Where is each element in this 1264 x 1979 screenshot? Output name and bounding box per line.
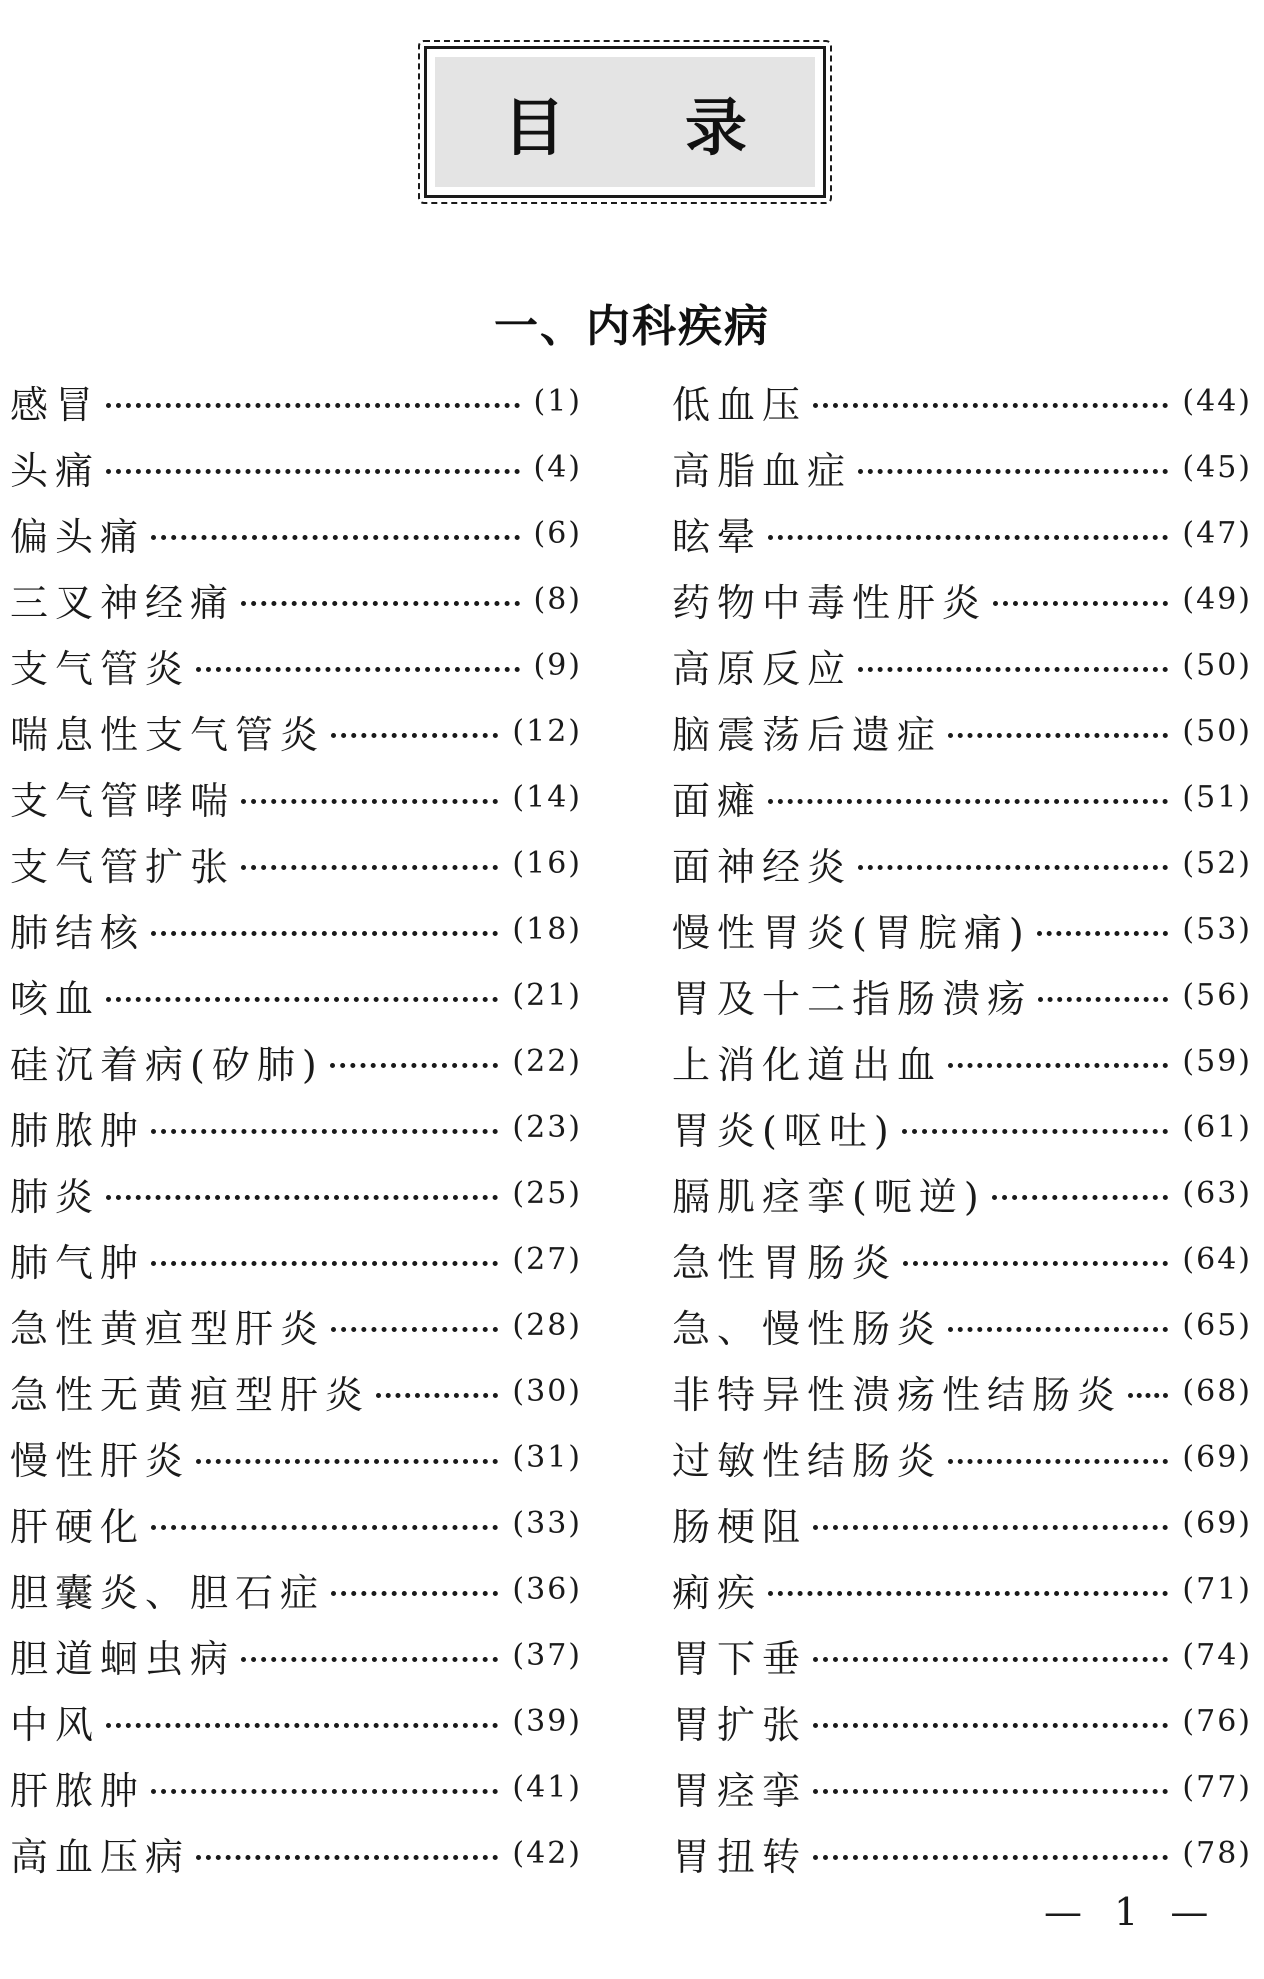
toc-entry-page: (9)	[533, 647, 582, 683]
toc-entry-title: 支气管哮喘	[10, 778, 236, 823]
toc-entry-title: 非特异性溃疡性结肠炎	[672, 1372, 1123, 1417]
dot-leader	[992, 1195, 1169, 1200]
dot-leader	[196, 1855, 498, 1860]
dot-leader	[331, 1327, 498, 1332]
dot-leader	[948, 1063, 1168, 1068]
toc-entry-title: 胃炎(呕吐)	[672, 1108, 896, 1153]
toc-entry	[672, 1424, 1252, 1490]
toc-entry-page: (27)	[512, 1241, 582, 1277]
dot-leader	[903, 1261, 1168, 1266]
toc-entry-page: (36)	[512, 1571, 582, 1607]
toc-entry	[672, 1094, 1252, 1160]
toc-entry	[10, 1490, 582, 1556]
dot-leader	[1037, 931, 1169, 936]
toc-entry	[10, 1556, 582, 1622]
dot-leader	[813, 1789, 1168, 1794]
dot-leader	[196, 1459, 498, 1464]
toc-entry-title: 肺气肿	[10, 1240, 146, 1285]
toc-entry-title: 眩晕	[672, 514, 763, 559]
toc-entry-page: (69)	[1182, 1505, 1252, 1541]
toc-entry-title: 药物中毒性肝炎	[672, 580, 988, 625]
toc-entry-title: 胃痉挛	[672, 1768, 808, 1813]
dot-leader	[768, 799, 1168, 804]
dot-leader	[151, 1525, 498, 1530]
dot-leader	[813, 1525, 1168, 1530]
toc-entry	[10, 434, 582, 500]
toc-entry	[10, 566, 582, 632]
dot-leader	[151, 1129, 498, 1134]
toc-entry-page: (16)	[512, 845, 582, 881]
toc-entry-page: (59)	[1182, 1043, 1252, 1079]
toc-entry-page: (65)	[1182, 1307, 1252, 1343]
toc-entry-page: (33)	[512, 1505, 582, 1541]
toc-entry	[672, 1820, 1252, 1886]
toc-entry	[10, 1622, 582, 1688]
toc-entry-page: (56)	[1182, 977, 1252, 1013]
dot-leader	[813, 1855, 1168, 1860]
toc-entry-page: (31)	[512, 1439, 582, 1475]
toc-entry-title: 中风	[10, 1702, 101, 1747]
toc-entry-page: (39)	[512, 1703, 582, 1739]
dot-leader	[331, 1591, 498, 1596]
dot-leader	[331, 733, 498, 738]
dot-leader	[813, 403, 1168, 408]
toc-entry-page: (42)	[512, 1835, 582, 1871]
toc-entry-page: (76)	[1182, 1703, 1252, 1739]
toc-entry-page: (6)	[533, 515, 582, 551]
toc-entry	[10, 1424, 582, 1490]
dot-leader	[241, 799, 498, 804]
toc-entry	[672, 1226, 1252, 1292]
toc-entry	[10, 1226, 582, 1292]
toc-entry-page: (50)	[1182, 647, 1252, 683]
toc-entry	[672, 896, 1252, 962]
toc-entry-page: (14)	[512, 779, 582, 815]
toc-entry-title: 急性黄疸型肝炎	[10, 1306, 326, 1351]
toc-entry-title: 痢疾	[672, 1570, 763, 1615]
dot-leader	[768, 1591, 1168, 1596]
toc-entry-page: (30)	[512, 1373, 582, 1409]
title-background	[435, 57, 867, 187]
dot-leader	[376, 1393, 498, 1398]
toc-entry-title: 过敏性结肠炎	[672, 1438, 943, 1483]
toc-entry	[672, 368, 1252, 434]
dot-leader	[993, 601, 1168, 606]
toc-entry-page: (22)	[512, 1043, 582, 1079]
dot-leader	[858, 865, 1168, 870]
toc-entry-page: (69)	[1182, 1439, 1252, 1475]
dot-leader	[106, 997, 498, 1002]
toc-entry	[10, 1028, 582, 1094]
toc-entry-page: (37)	[512, 1637, 582, 1673]
toc-entry	[10, 1292, 582, 1358]
toc-entry-title: 胆囊炎、胆石症	[10, 1570, 326, 1615]
toc-entry	[672, 566, 1252, 632]
toc-entry-page: (78)	[1182, 1835, 1252, 1871]
dot-leader	[330, 1063, 499, 1068]
toc-entry-page: (28)	[512, 1307, 582, 1343]
toc-entry-page: (44)	[1182, 383, 1252, 419]
toc-right-column	[672, 368, 1252, 1886]
dot-leader	[151, 1789, 498, 1794]
toc-entry-page: (63)	[1182, 1175, 1252, 1211]
toc-entry-title: 硅沉着病(矽肺)	[10, 1042, 324, 1087]
dot-leader	[948, 733, 1168, 738]
page-title: 目录	[502, 90, 867, 164]
toc-entry-page: (41)	[512, 1769, 582, 1805]
toc-entry-title: 慢性肝炎	[10, 1438, 191, 1483]
toc-entry-title: 急性无黄疸型肝炎	[10, 1372, 371, 1417]
toc-entry	[672, 1688, 1252, 1754]
toc-entry-page: (51)	[1182, 779, 1252, 815]
toc-entry-page: (52)	[1182, 845, 1252, 881]
toc-entry-title: 支气管炎	[10, 646, 191, 691]
toc-entry	[10, 500, 582, 566]
toc-entry-title: 支气管扩张	[10, 844, 236, 889]
toc-entry	[672, 830, 1252, 896]
dot-leader	[196, 667, 519, 672]
title-frame	[424, 46, 867, 198]
section-heading: 一、内科疾病	[494, 301, 770, 352]
toc-entry-title: 上消化道出血	[672, 1042, 943, 1087]
toc-entry-title: 喘息性支气管炎	[10, 712, 326, 757]
toc-entry-title: 咳血	[10, 976, 101, 1021]
dot-leader	[106, 403, 519, 408]
toc-entry	[672, 1028, 1252, 1094]
toc-entry	[10, 830, 582, 896]
dot-leader	[151, 931, 498, 936]
toc-entry-title: 肠梗阻	[672, 1504, 808, 1549]
toc-entry	[10, 698, 582, 764]
toc-entry-page: (77)	[1182, 1769, 1252, 1805]
toc-entry	[10, 1160, 582, 1226]
toc-entry-title: 肺结核	[10, 910, 146, 955]
toc-entry-title: 高血压病	[10, 1834, 191, 1879]
toc-entry-title: 脑震荡后遗症	[672, 712, 943, 757]
dot-leader	[902, 1129, 1169, 1134]
dot-leader	[948, 1459, 1168, 1464]
dot-leader	[106, 469, 519, 474]
toc-entry	[672, 764, 1252, 830]
toc-entry	[672, 434, 1252, 500]
toc-entry-page: (18)	[512, 911, 582, 947]
toc-entry	[10, 1820, 582, 1886]
dot-leader	[1128, 1393, 1168, 1398]
toc-entry-title: 急、慢性肠炎	[672, 1306, 943, 1351]
toc-entry-page: (45)	[1182, 449, 1252, 485]
toc-entry-title: 慢性胃炎(胃脘痛)	[672, 910, 1031, 955]
toc-entry	[672, 1556, 1252, 1622]
toc-entry-title: 胃扩张	[672, 1702, 808, 1747]
toc-entry	[672, 500, 1252, 566]
toc-entry	[672, 1490, 1252, 1556]
toc-entry-page: (64)	[1182, 1241, 1252, 1277]
toc-entry	[10, 896, 582, 962]
toc-entry-title: 面神经炎	[672, 844, 853, 889]
toc-entry-page: (47)	[1182, 515, 1252, 551]
toc-entry-page: (50)	[1182, 713, 1252, 749]
toc-entry-title: 膈肌痉挛(呃逆)	[672, 1174, 986, 1219]
toc-entry	[10, 1358, 582, 1424]
toc-entry-page: (25)	[512, 1175, 582, 1211]
dot-leader	[948, 1327, 1168, 1332]
toc-entry	[10, 1688, 582, 1754]
dot-leader	[106, 1723, 498, 1728]
toc-entry-title: 面瘫	[672, 778, 763, 823]
toc-entry-title: 胃下垂	[672, 1636, 808, 1681]
toc-entry-title: 三叉神经痛	[10, 580, 236, 625]
toc-entry	[672, 698, 1252, 764]
toc-entry-title: 高原反应	[672, 646, 853, 691]
toc-entry-title: 肺炎	[10, 1174, 101, 1219]
toc-entry-page: (61)	[1182, 1109, 1252, 1145]
toc-entry-title: 胃及十二指肠溃疡	[672, 976, 1033, 1021]
dot-leader	[241, 865, 498, 870]
toc-entry-title: 高脂血症	[672, 448, 853, 493]
toc-entry	[672, 1292, 1252, 1358]
toc-entry-title: 肺脓肿	[10, 1108, 146, 1153]
toc-entry-title: 急性胃肠炎	[672, 1240, 898, 1285]
toc-entry	[10, 632, 582, 698]
toc-entry-page: (53)	[1182, 911, 1252, 947]
dot-leader	[1038, 997, 1168, 1002]
toc-entry-title: 偏头痛	[10, 514, 146, 559]
toc-entry	[10, 1754, 582, 1820]
toc-entry	[672, 632, 1252, 698]
toc-entry-title: 低血压	[672, 382, 808, 427]
toc-entry-page: (71)	[1182, 1571, 1252, 1607]
dot-leader	[241, 601, 519, 606]
toc-entry-title: 感冒	[10, 382, 101, 427]
toc-entry-title: 肝硬化	[10, 1504, 146, 1549]
toc-entry	[672, 1358, 1252, 1424]
dot-leader	[813, 1657, 1168, 1662]
toc-left-column	[10, 368, 582, 1886]
toc-entry	[672, 1622, 1252, 1688]
dot-leader	[768, 535, 1168, 540]
toc-entry-page: (49)	[1182, 581, 1252, 617]
toc-entry-page: (74)	[1182, 1637, 1252, 1673]
dot-leader	[813, 1723, 1168, 1728]
toc-entry-title: 胆道蛔虫病	[10, 1636, 236, 1681]
dot-leader	[858, 667, 1168, 672]
toc-entry-page: (68)	[1182, 1373, 1252, 1409]
toc-entry-page: (4)	[533, 449, 582, 485]
dot-leader	[106, 1195, 498, 1200]
toc-entry-title: 胃扭转	[672, 1834, 808, 1879]
toc-entry	[10, 1094, 582, 1160]
dot-leader	[241, 1657, 498, 1662]
dot-leader	[858, 469, 1168, 474]
toc-entry	[10, 962, 582, 1028]
toc-entry-page: (8)	[533, 581, 582, 617]
toc-entry-page: (23)	[512, 1109, 582, 1145]
toc-entry	[672, 962, 1252, 1028]
toc-entry-title: 肝脓肿	[10, 1768, 146, 1813]
toc-entry-title: 头痛	[10, 448, 101, 493]
toc-entry	[672, 1160, 1252, 1226]
page-number: — 1 —	[1044, 1890, 1219, 1934]
toc-entry	[10, 368, 582, 434]
toc-entry	[10, 764, 582, 830]
toc-entry-page: (12)	[512, 713, 582, 749]
toc-entry-page: (21)	[512, 977, 582, 1013]
toc-entry	[672, 1754, 1252, 1820]
dot-leader	[151, 535, 519, 540]
toc-entry-page: (1)	[533, 383, 582, 419]
dot-leader	[151, 1261, 498, 1266]
